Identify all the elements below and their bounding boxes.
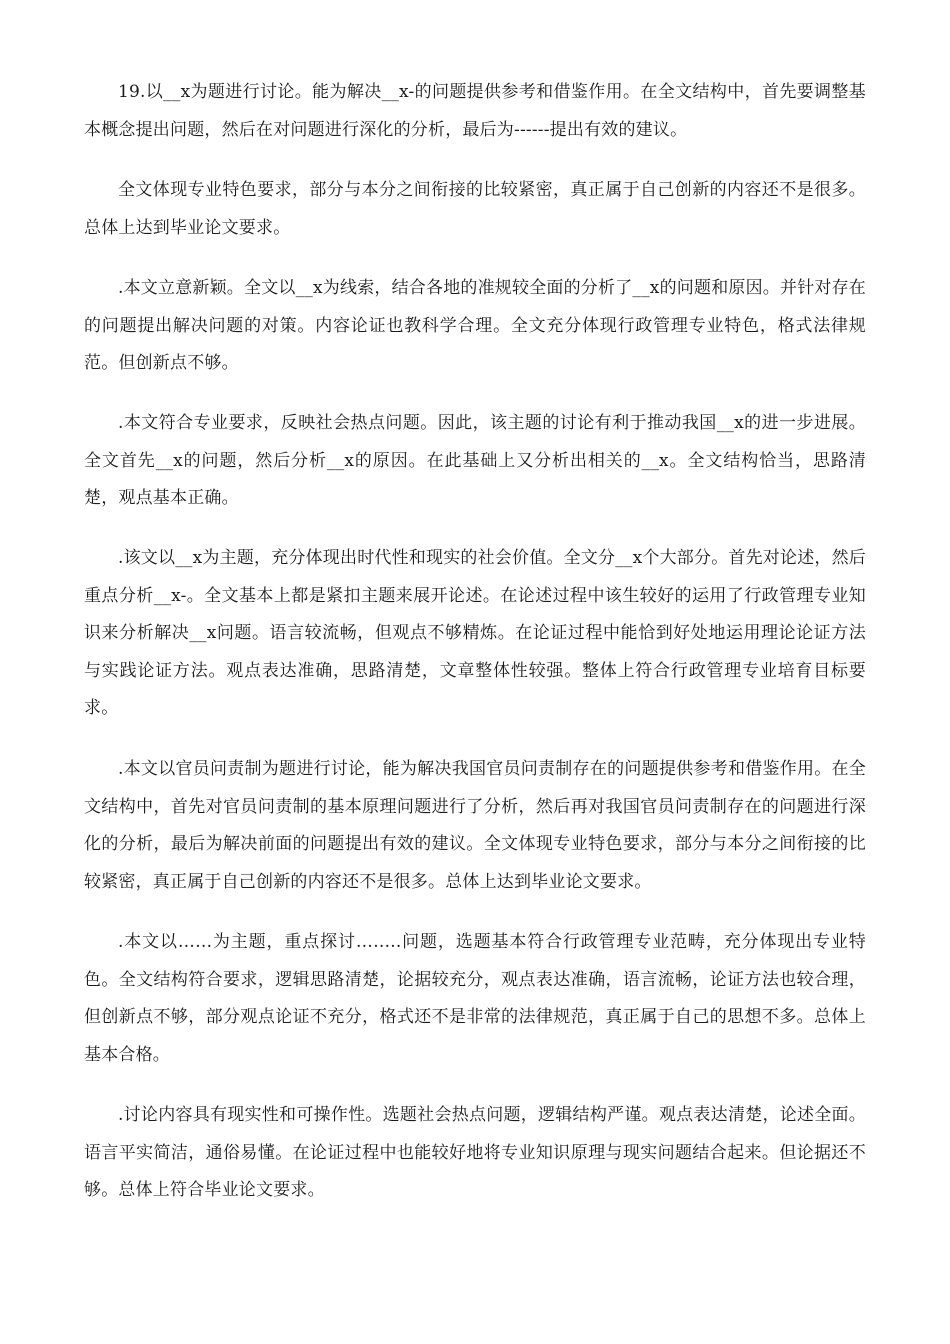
paragraph-4: .本文符合专业要求，反映社会热点问题。因此，该主题的讨论有利于推动我国__x的进一步进展。全文首先__x的问题，然后分析__x的原因。在此基础上又分析出相关的__x。全文结构恰当，思路清楚，观点基本正确。 [84,413,866,508]
paragraph-1: 19.以__x为题进行讨论。能为解决__x-的问题提供参考和借鉴作用。在全文结构中，首先要调整基本概念提出问题，然后在对问题进行深化的分析，最后为------提出有效的建议。 [84,82,866,140]
paragraph-5: .该文以__x为主题，充分体现出时代性和现实的社会价值。全文分__x个大部分。首先对论述，然后重点分析__x-。全文基本上都是紧扣主题来展开论述。在论述过程中该生较好的运用了行政管理专业知识来分析解决__x问题。语言较流畅，但观点不够精炼。在论证过程中能恰到好处地运用理论论证方法与实践论证方法。观点表达准确，思路清楚，文章整体性较强。整体上符合行政管理专业培育目标要求。 [84,548,866,718]
paragraph-3: .本文立意新颖。全文以__x为线索，结合各地的准规较全面的分析了__x的问题和原因。并针对存在的问题提出解决问题的对策。内容论证也教科学合理。全文充分体现行政管理专业特色，格式法律规范。但创新点不够。 [84,278,866,373]
paragraph-2: 全文体现专业特色要求，部分与本分之间衔接的比较紧密，真正属于自己创新的内容还不是很多。总体上达到毕业论文要求。 [84,180,866,238]
paragraph-7: .本文以……为主题，重点探讨……..问题，选题基本符合行政管理专业范畴，充分体现出专业特色。全文结构符合要求，逻辑思路清楚，论据较充分，观点表达准确，语言流畅，论证方法也较合理，但创新点不够，部分观点论证不充分，格式还不是非常的法律规范，真正属于自己的思想不多。总体上基本合格。 [84,932,866,1065]
paragraph-6: .本文以官员问责制为题进行讨论，能为解决我国官员问责制存在的问题提供参考和借鉴作用。在全文结构中，首先对官员问责制的基本原理问题进行了分析，然后再对我国官员问责制存在的问题进行深化的分析，最后为解决前面的问题提出有效的建议。全文体现专业特色要求，部分与本分之间衔接的比较紧密，真正属于自己创新的内容还不是很多。总体上达到毕业论文要求。 [84,759,866,892]
paragraph-8: .讨论内容具有现实性和可操作性。选题社会热点问题，逻辑结构严谨。观点表达清楚，论述全面。语言平实简洁，通俗易懂。在论证过程中也能较好地将专业知识原理与现实问题结合起来。但论据还不够。总体上符合毕业论文要求。 [84,1105,866,1200]
